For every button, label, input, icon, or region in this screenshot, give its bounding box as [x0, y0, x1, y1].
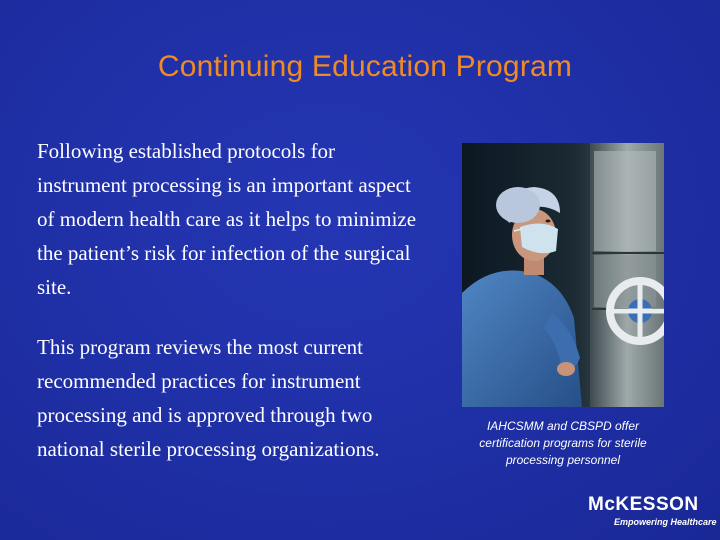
logo-tagline: Empowering Healthcare — [614, 517, 717, 527]
program-paragraph: This program reviews the most current recommended practices for instrument processing and is approved through two national sterile processing organizations. — [37, 335, 380, 461]
mckesson-logo — [588, 494, 717, 534]
slide-title: Continuing Education Program — [157, 50, 573, 83]
photo-caption: IAHCSMM and CBSPD offer certification programs for sterile processing personnel — [479, 419, 647, 467]
sterile-processing-photo — [462, 143, 664, 407]
logo-wordmark: McKESSON — [588, 494, 699, 515]
photo-illustration — [462, 143, 664, 407]
intro-paragraph: Following established protocols for instrument processing is an important aspect of modern health care as it helps to minimize the patient’s risk for infection of the surgical site. — [37, 139, 417, 299]
